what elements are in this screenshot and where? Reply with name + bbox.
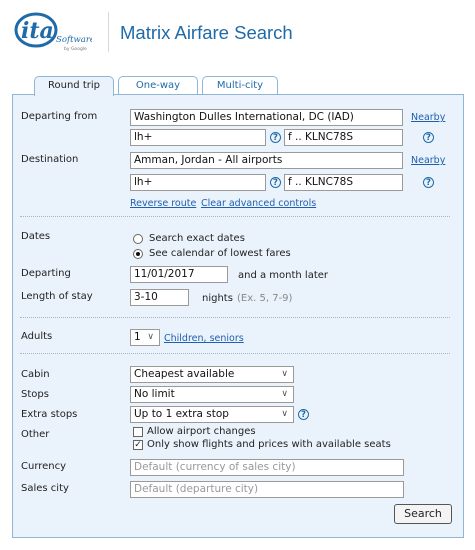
page-title: Matrix Airfare Search (120, 22, 293, 43)
nights-label: nights (202, 293, 233, 304)
search-button[interactable]: Search (394, 504, 452, 524)
chevron-down-icon: ∨ (147, 332, 154, 342)
extra-stops-select[interactable] (130, 406, 294, 423)
length-of-stay-label: Length of stay (21, 291, 93, 302)
section-divider (20, 317, 450, 318)
sales-city-input[interactable]: Default (departure city) (130, 481, 404, 498)
extra-stops-select-value: Up to 1 extra stop (134, 408, 229, 420)
adults-select[interactable] (130, 329, 160, 346)
exact-dates-radio[interactable] (133, 234, 143, 244)
logo-text: ita (21, 18, 54, 44)
calendar-fares-radio[interactable] (133, 249, 143, 259)
departing-range-text: and a month later (238, 270, 329, 281)
departing-label: Departing (21, 268, 71, 279)
logo-subtext: Software (56, 35, 92, 45)
origin-routing-help-icon[interactable]: ? (270, 132, 281, 143)
tab-one-way[interactable]: One-way (118, 76, 198, 95)
stops-select-value: No limit (134, 388, 175, 400)
stops-label: Stops (21, 389, 49, 400)
available-seats-label: Only show flights and prices with available seats (147, 439, 391, 450)
origin-extension-input[interactable]: f .. KLNC78S (284, 129, 403, 146)
cabin-select[interactable] (130, 366, 294, 383)
children-seniors-link[interactable]: Children, seniors (164, 333, 244, 344)
origin-routing-input[interactable]: lh+ (130, 129, 266, 146)
stops-select[interactable] (130, 386, 294, 403)
origin-input[interactable]: Washington Dulles International, DC (IAD) (130, 109, 403, 126)
destination-input[interactable]: Amman, Jordan - All airports (130, 152, 403, 169)
section-divider (20, 216, 450, 217)
currency-input[interactable]: Default (currency of sales city) (130, 459, 404, 476)
available-seats-checkbox[interactable]: ✓ (134, 440, 142, 450)
sales-city-label: Sales city (21, 483, 69, 494)
adults-label: Adults (21, 331, 53, 342)
allow-airport-changes-checkbox[interactable] (133, 427, 143, 437)
header-divider (108, 12, 109, 52)
destination-extension-input[interactable]: f .. KLNC78S (284, 174, 403, 191)
departing-from-label: Departing from (21, 111, 98, 122)
destination-label: Destination (21, 154, 79, 165)
origin-extension-help-icon[interactable]: ? (423, 132, 434, 143)
other-label: Other (21, 429, 50, 440)
origin-nearby-link[interactable]: Nearby (411, 112, 446, 123)
extra-stops-label: Extra stops (21, 409, 78, 420)
cabin-label: Cabin (21, 369, 50, 380)
exact-dates-label: Search exact dates (149, 233, 245, 244)
section-divider (20, 353, 450, 354)
destination-routing-input[interactable]: lh+ (130, 174, 266, 191)
allow-airport-changes-label: Allow airport changes (147, 426, 256, 437)
dates-label: Dates (21, 231, 51, 242)
cabin-select-value: Cheapest available (134, 368, 235, 380)
departing-date-input[interactable]: 11/01/2017 (130, 266, 228, 283)
chevron-down-icon: ∨ (281, 369, 288, 379)
tab-round-trip[interactable]: Round trip (34, 76, 114, 96)
destination-nearby-link[interactable]: Nearby (411, 155, 446, 166)
calendar-fares-label: See calendar of lowest fares (149, 248, 291, 259)
reverse-route-link[interactable]: Reverse route (130, 198, 197, 209)
logo-byline: by Google (64, 47, 87, 52)
currency-label: Currency (21, 461, 67, 472)
clear-advanced-controls-link[interactable]: Clear advanced controls (201, 198, 317, 209)
extra-stops-help-icon[interactable]: ? (298, 409, 309, 420)
tab-multi-city[interactable]: Multi-city (202, 76, 278, 95)
destination-routing-help-icon[interactable]: ? (270, 177, 281, 188)
ita-software-logo (12, 8, 92, 54)
stay-example-hint: (Ex. 5, 7-9) (237, 293, 293, 304)
adults-select-value: 1 (134, 331, 141, 343)
chevron-down-icon: ∨ (281, 409, 288, 419)
chevron-down-icon: ∨ (281, 389, 288, 399)
length-of-stay-input[interactable]: 3-10 (130, 289, 189, 306)
destination-extension-help-icon[interactable]: ? (423, 177, 434, 188)
